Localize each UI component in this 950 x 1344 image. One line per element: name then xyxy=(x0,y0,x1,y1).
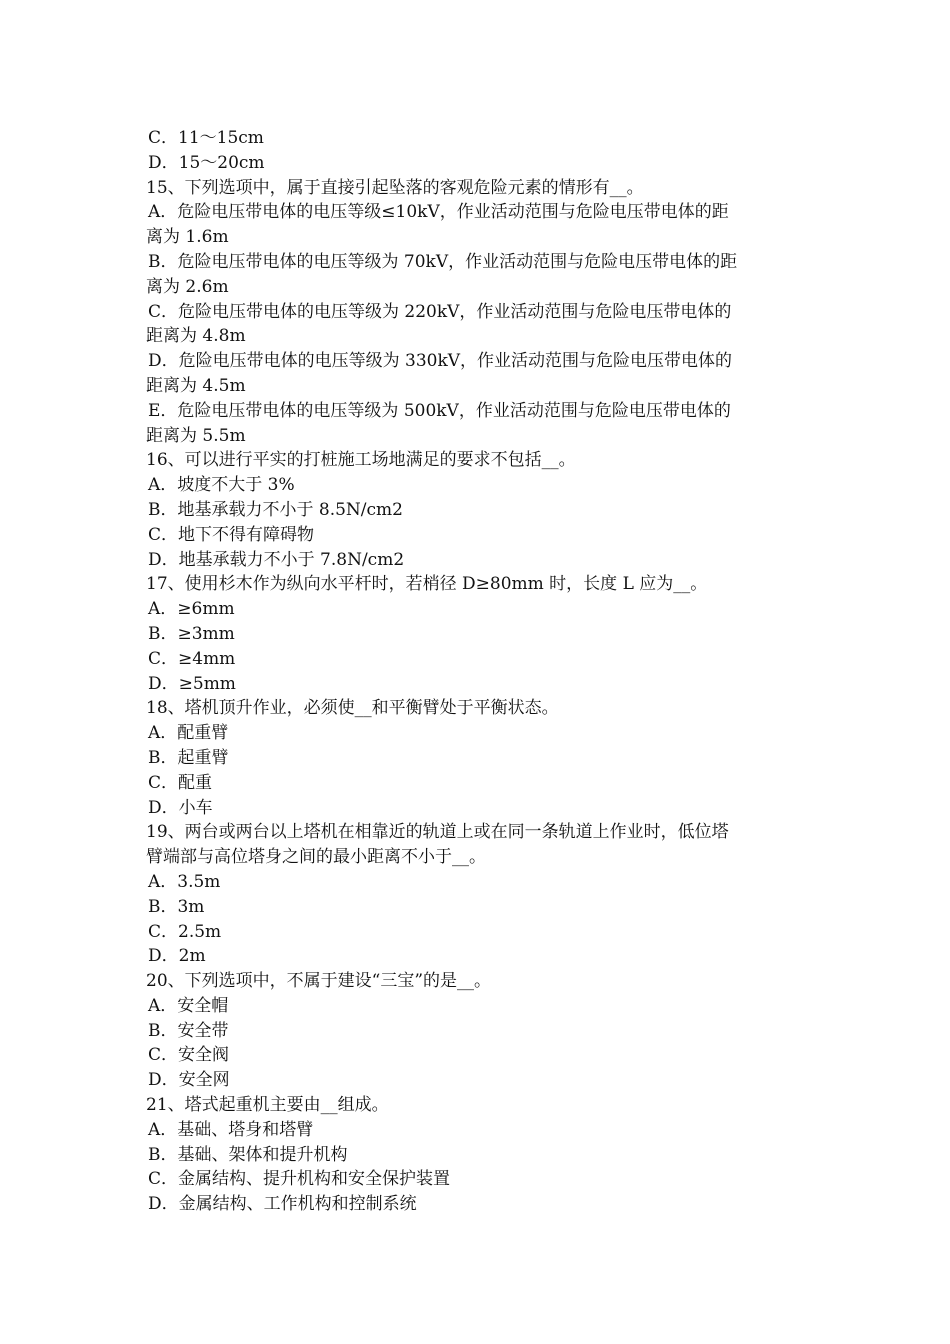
answer-option-line: B．3m xyxy=(148,896,205,917)
question-text-line: 距离为 4.8m xyxy=(146,326,246,347)
question-text-line: 19、两台或两台以上塔机在相靠近的轨道上或在同一条轨道上作业时，低位塔 xyxy=(146,822,729,843)
answer-option-line: B．地基承载力不小于 8.5N/cm2 xyxy=(148,499,403,520)
answer-option-line: B．危险电压带电体的电压等级为 70kV，作业活动范围与危险电压带电体的距 xyxy=(148,251,738,272)
answer-option-line: B．≥3mm xyxy=(148,623,235,644)
answer-option-line: B．安全带 xyxy=(148,1020,229,1041)
answer-option-line: A．≥6mm xyxy=(148,599,235,620)
question-text-line: 20、下列选项中，不属于建设“三宝”的是__。 xyxy=(146,971,492,992)
question-text-line: 离为 1.6m xyxy=(146,227,229,248)
question-text-line: 16、可以进行平实的打桩施工场地满足的要求不包括__。 xyxy=(146,450,576,471)
question-text-line: 距离为 4.5m xyxy=(146,375,246,396)
answer-option-line: B．起重臂 xyxy=(148,747,229,768)
answer-option-line: C．金属结构、提升机构和安全保护装置 xyxy=(148,1169,451,1190)
answer-option-line: D．危险电压带电体的电压等级为 330kV，作业活动范围与危险电压带电体的 xyxy=(148,351,733,372)
document-page xyxy=(146,126,806,1217)
question-text-line: 距离为 5.5m xyxy=(146,425,246,446)
answer-option-line: D．≥5mm xyxy=(148,673,236,694)
answer-option-line: A．危险电压带电体的电压等级≤10kV，作业活动范围与危险电压带电体的距 xyxy=(148,202,729,223)
answer-option-line: C．≥4mm xyxy=(148,648,236,669)
answer-option-line: D．小车 xyxy=(148,797,213,818)
answer-option-line: D．安全网 xyxy=(148,1070,230,1091)
answer-option-line: C．危险电压带电体的电压等级为 220kV，作业活动范围与危险电压带电体的 xyxy=(148,301,732,322)
question-text-line: 21、塔式起重机主要由__组成。 xyxy=(146,1095,389,1116)
answer-option-line: C．11～15cm xyxy=(148,128,264,148)
question-text-line: 17、使用杉木作为纵向水平杆时，若梢径 D≥80mm 时，长度 L 应为__。 xyxy=(146,574,708,595)
answer-option-line: C．地下不得有障碍物 xyxy=(148,524,315,545)
question-text-line: 18、塔机顶升作业，必须使__和平衡臂处于平衡状态。 xyxy=(146,698,559,719)
answer-option-line: A．配重臂 xyxy=(148,723,229,744)
answer-option-line: D．地基承载力不小于 7.8N/cm2 xyxy=(148,549,405,570)
answer-option-line: A．坡度不大于 3% xyxy=(148,475,295,496)
answer-option-line: D．15～20cm xyxy=(148,152,265,173)
answer-option-line: D．金属结构、工作机构和控制系统 xyxy=(148,1194,417,1215)
answer-option-line: B．基础、架体和提升机构 xyxy=(148,1144,348,1165)
question-text-line: 离为 2.6m xyxy=(146,276,229,297)
answer-option-line: A．3.5m xyxy=(148,871,221,892)
answer-option-line: C．2.5m xyxy=(148,921,222,942)
question-text-line: 臂端部与高位塔身之间的最小距离不小于__。 xyxy=(146,847,486,868)
answer-option-line: A．安全帽 xyxy=(148,995,229,1016)
question-text-line: 15、下列选项中，属于直接引起坠落的客观危险元素的情形有__。 xyxy=(146,177,644,198)
answer-option-line: C．安全阀 xyxy=(148,1045,230,1066)
answer-option-line: E．危险电压带电体的电压等级为 500kV，作业活动范围与危险电压带电体的 xyxy=(148,400,731,421)
answer-option-line: C．配重 xyxy=(148,772,213,793)
answer-option-line: A．基础、塔身和塔臂 xyxy=(148,1119,314,1140)
answer-option-line: D．2m xyxy=(148,946,206,967)
